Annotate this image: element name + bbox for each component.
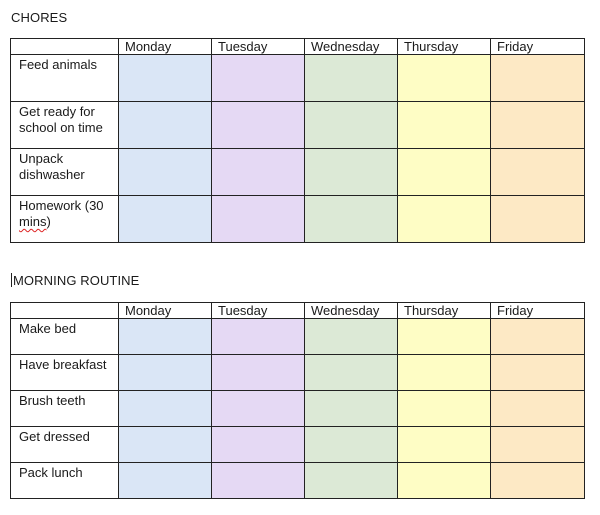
row-label-text: ) [46, 214, 51, 229]
day-cell[interactable] [398, 196, 491, 243]
morning-header-wednesday: Wednesday [305, 303, 398, 319]
day-cell[interactable] [212, 196, 305, 243]
table-row [11, 102, 585, 149]
day-cell[interactable] [305, 102, 398, 149]
day-cell[interactable] [491, 196, 585, 243]
day-cell[interactable] [305, 427, 398, 463]
day-cell[interactable] [398, 427, 491, 463]
chores-table [10, 38, 585, 243]
day-cell[interactable] [398, 355, 491, 391]
table-row [11, 55, 585, 102]
day-cell[interactable] [491, 319, 585, 355]
row-label: Brush teeth [11, 391, 119, 427]
row-label: Have breakfast [11, 355, 119, 391]
chores-header-blank [11, 39, 119, 55]
morning-header-thursday: Thursday [398, 303, 491, 319]
morning-header-monday: Monday [119, 303, 212, 319]
day-cell[interactable] [305, 391, 398, 427]
chores-header-friday: Friday [491, 39, 585, 55]
row-label: Pack lunch [11, 463, 119, 499]
day-cell[interactable] [398, 391, 491, 427]
day-cell[interactable] [119, 355, 212, 391]
table-row [11, 463, 585, 499]
day-cell[interactable] [491, 149, 585, 196]
day-cell[interactable] [119, 149, 212, 196]
day-cell[interactable] [305, 463, 398, 499]
day-cell[interactable] [305, 196, 398, 243]
day-cell[interactable] [212, 149, 305, 196]
chores-header-monday: Monday [119, 39, 212, 55]
table-row [11, 355, 585, 391]
row-label: Unpack dishwasher [11, 149, 119, 196]
day-cell[interactable] [398, 463, 491, 499]
row-label: Make bed [11, 319, 119, 355]
day-cell[interactable] [119, 391, 212, 427]
day-cell[interactable] [212, 427, 305, 463]
day-cell[interactable] [491, 55, 585, 102]
day-cell[interactable] [398, 319, 491, 355]
table-row [11, 427, 585, 463]
day-cell[interactable] [305, 355, 398, 391]
day-cell[interactable] [212, 319, 305, 355]
day-cell[interactable] [491, 102, 585, 149]
day-cell[interactable] [119, 55, 212, 102]
row-label: Get ready for school on time [11, 102, 119, 149]
day-cell[interactable] [119, 196, 212, 243]
chores-header-thursday: Thursday [398, 39, 491, 55]
day-cell[interactable] [491, 427, 585, 463]
section-title-text: MORNING ROUTINE [13, 273, 140, 288]
chores-header-wednesday: Wednesday [305, 39, 398, 55]
morning-header-friday: Friday [491, 303, 585, 319]
morning-header-row [11, 303, 585, 319]
day-cell[interactable] [491, 355, 585, 391]
day-cell[interactable] [119, 102, 212, 149]
morning-routine-table [10, 302, 585, 499]
morning-header-blank [11, 303, 119, 319]
day-cell[interactable] [305, 55, 398, 102]
day-cell[interactable] [119, 463, 212, 499]
table-row [11, 391, 585, 427]
spellcheck-flagged-word: mins [19, 214, 47, 229]
table-row [11, 149, 585, 196]
row-label: Feed animals [11, 55, 119, 102]
day-cell[interactable] [491, 391, 585, 427]
table-row [11, 319, 585, 355]
section-title-morning-routine [11, 273, 139, 288]
day-cell[interactable] [212, 463, 305, 499]
day-cell[interactable] [212, 55, 305, 102]
chores-header-tuesday: Tuesday [212, 39, 305, 55]
row-label-text: Homework (30 [19, 198, 104, 213]
morning-header-tuesday: Tuesday [212, 303, 305, 319]
row-label [11, 196, 119, 243]
day-cell[interactable] [398, 102, 491, 149]
day-cell[interactable] [305, 319, 398, 355]
day-cell[interactable] [398, 55, 491, 102]
day-cell[interactable] [119, 427, 212, 463]
day-cell[interactable] [212, 355, 305, 391]
day-cell[interactable] [212, 391, 305, 427]
chores-header-row [11, 39, 585, 55]
section-title-chores: CHORES [11, 10, 68, 25]
day-cell[interactable] [491, 463, 585, 499]
day-cell[interactable] [398, 149, 491, 196]
day-cell[interactable] [305, 149, 398, 196]
row-label: Get dressed [11, 427, 119, 463]
text-cursor [11, 273, 12, 287]
day-cell[interactable] [119, 319, 212, 355]
day-cell[interactable] [212, 102, 305, 149]
table-row [11, 196, 585, 243]
